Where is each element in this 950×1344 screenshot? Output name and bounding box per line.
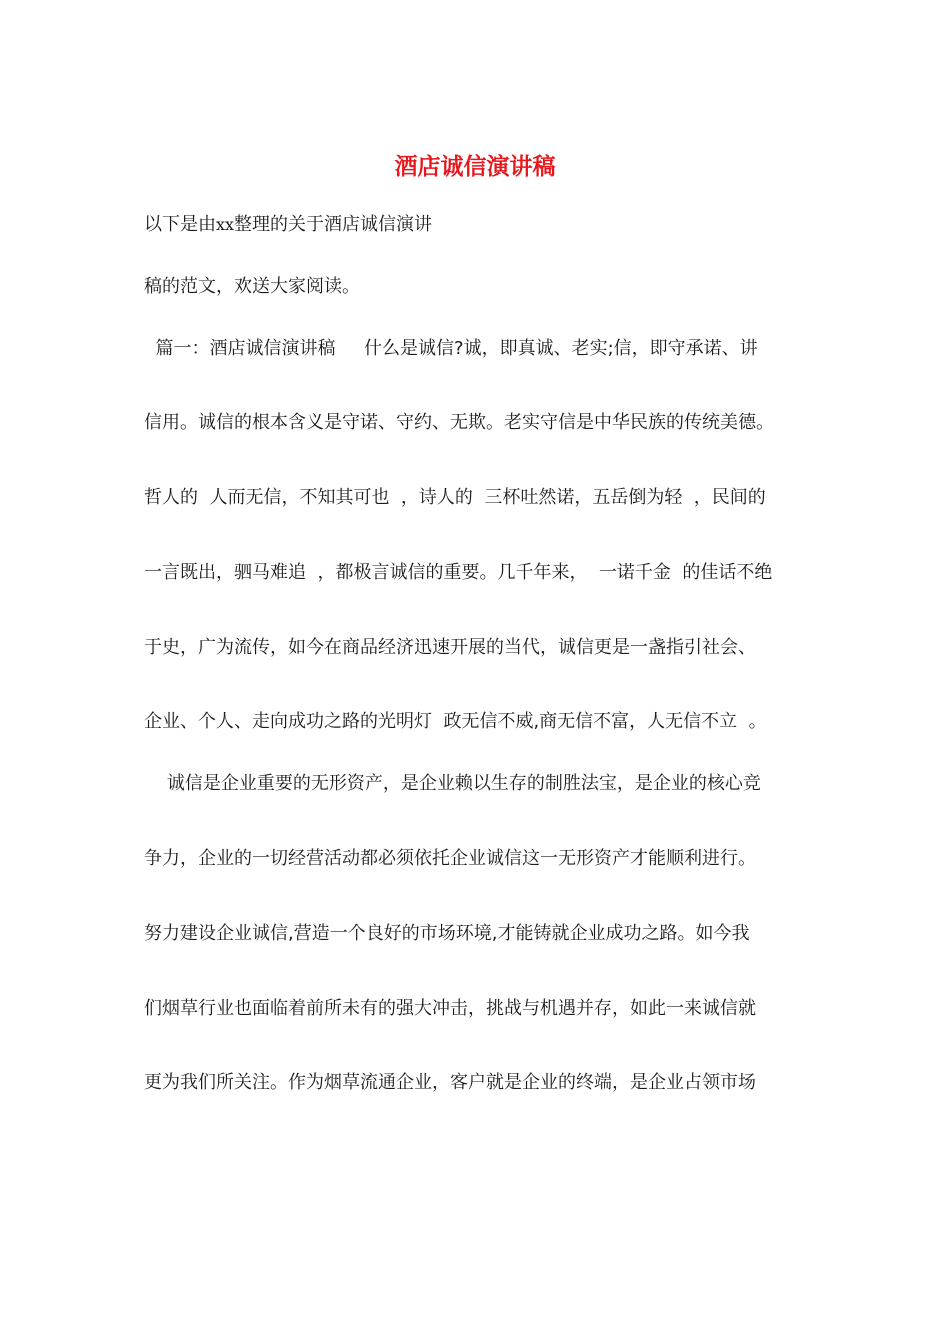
body-line: 信用。诚信的根本含义是守诺、守约、无欺。老实守信是中华民族的传统美德。 — [144, 412, 774, 433]
body-line: 哲人的 人而无信，不知其可也 ，诗人的 三杯吐然诺，五岳倒为轻 ，民间的 — [144, 487, 766, 508]
document-title: 酒店诚信演讲稿 — [394, 153, 556, 180]
body-line: 争力，企业的一切经营活动都必须依托企业诚信这一无形资产才能顺利进行。 — [144, 848, 756, 869]
intro-text-post: 整理的关于酒店诚信演讲 — [234, 214, 433, 235]
body-line: 一言既出，驷马难追 ，都极言诚信的重要。几千年来， 一诺千金 的佳话不绝 — [144, 562, 773, 583]
intro-line-2: 稿的范文，欢送大家阅读。 — [144, 276, 360, 297]
body-line: 于史，广为流传，如今在商品经济迅速开展的当代，诚信更是一盏指引社会、 — [144, 637, 756, 658]
intro-text-pre: 以下是由 — [144, 214, 216, 235]
body-line: 更为我们所关注。作为烟草流通企业，客户就是企业的终端，是企业占领市场 — [144, 1072, 756, 1093]
body-line: 们烟草行业也面临着前所未有的强大冲击，挑战与机遇并存，如此一来诚信就 — [144, 998, 756, 1019]
body-line: 诚信是企业重要的无形资产，是企业赖以生存的制胜法宝，是企业的核心竞 — [144, 773, 761, 794]
body-line: 努力建设企业诚信,营造一个良好的市场环境,才能铸就企业成功之路。如今我 — [144, 923, 750, 944]
intro-text-xx: xx — [216, 215, 235, 234]
body-line: 篇一：酒店诚信演讲稿 什么是诚信?诚，即真诚、老实;信，即守承诺、讲 — [144, 338, 758, 359]
body-line: 企业、个人、走向成功之路的光明灯 政无信不威,商无信不富，人无信不立 。 — [144, 711, 767, 732]
intro-line-1 — [144, 212, 432, 238]
